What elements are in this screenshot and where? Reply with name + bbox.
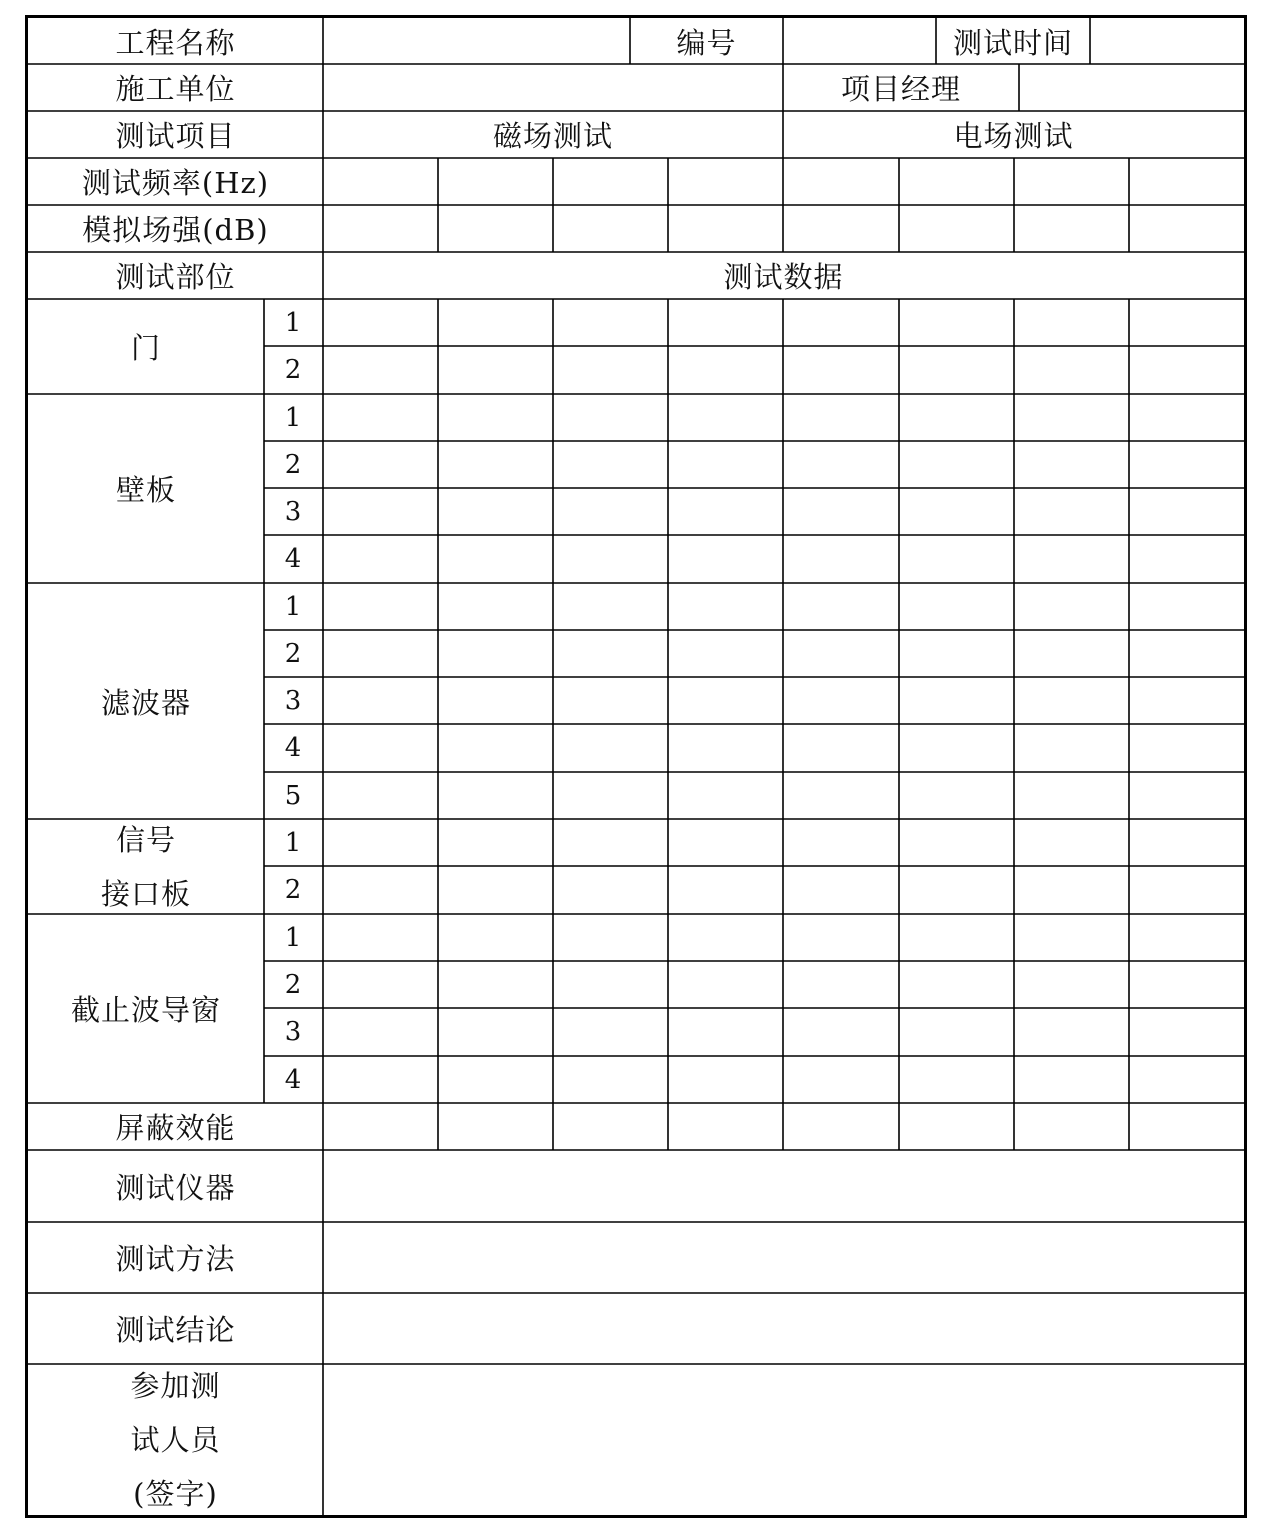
test-item-label: 测试项目 — [115, 119, 236, 153]
section-name-line: 接口板 — [100, 876, 191, 911]
point-number: 2 — [284, 449, 303, 480]
point-number: 3 — [284, 496, 303, 527]
field-strength-label: 模拟场强(dB) — [82, 213, 269, 247]
section-door: 门 — [130, 331, 161, 365]
number-field[interactable] — [783, 18, 936, 64]
point-number: 5 — [284, 780, 303, 811]
test-time-field[interactable] — [1090, 18, 1244, 64]
magnetic-test-header: 磁场测试 — [492, 119, 613, 153]
section-waveguide-window: 截止波导窗 — [70, 993, 221, 1027]
test-data-header: 测试数据 — [723, 260, 844, 294]
section-signal-interface-board — [28, 819, 264, 914]
personnel-label-line: 试人员 — [130, 1422, 221, 1457]
personnel-label-line: 参加测 — [130, 1368, 221, 1403]
test-personnel-signature-field[interactable] — [323, 1364, 1244, 1515]
test-personnel-signature-label — [28, 1364, 323, 1515]
personnel-label-line: (签字) — [133, 1476, 218, 1511]
test-method-label: 测试方法 — [115, 1242, 236, 1276]
point-number: 2 — [284, 638, 303, 669]
frequency-label: 测试频率(Hz) — [81, 166, 270, 200]
point-number: 2 — [284, 355, 303, 385]
project-name-field[interactable] — [323, 18, 630, 64]
test-time-label: 测试时间 — [952, 25, 1073, 60]
test-instrument-field[interactable] — [323, 1150, 1244, 1222]
point-number: 4 — [284, 544, 303, 574]
section-filter: 滤波器 — [100, 685, 191, 720]
test-conclusion-field[interactable] — [323, 1293, 1244, 1364]
point-number: 4 — [284, 733, 303, 763]
point-number: 1 — [284, 307, 303, 338]
contractor-label: 施工单位 — [115, 72, 236, 106]
project-name-label: 工程名称 — [115, 25, 236, 60]
test-conclusion-label: 测试结论 — [115, 1313, 236, 1347]
point-number: 1 — [284, 827, 303, 858]
point-number: 2 — [284, 969, 303, 1000]
electric-test-header: 电场测试 — [953, 119, 1074, 153]
section-name-line: 信号 — [115, 822, 176, 857]
number-label: 编号 — [676, 25, 737, 60]
test-method-field[interactable] — [323, 1222, 1244, 1293]
test-location-label: 测试部位 — [115, 260, 236, 294]
point-number: 3 — [284, 1017, 303, 1047]
contractor-field[interactable] — [323, 64, 783, 111]
point-number: 1 — [284, 591, 303, 622]
section-wall-panel: 壁板 — [115, 473, 176, 507]
test-instrument-label: 测试仪器 — [115, 1170, 236, 1205]
point-number: 1 — [284, 402, 303, 433]
project-manager-label: 项目经理 — [840, 72, 961, 106]
point-number: 3 — [284, 685, 303, 716]
shielding-effectiveness-label: 屏蔽效能 — [115, 1111, 236, 1145]
point-number: 1 — [284, 922, 303, 953]
project-manager-field[interactable] — [1019, 64, 1244, 111]
point-number: 2 — [284, 875, 303, 905]
emi-shielding-test-form — [25, 15, 1247, 1518]
point-number: 4 — [284, 1064, 303, 1095]
